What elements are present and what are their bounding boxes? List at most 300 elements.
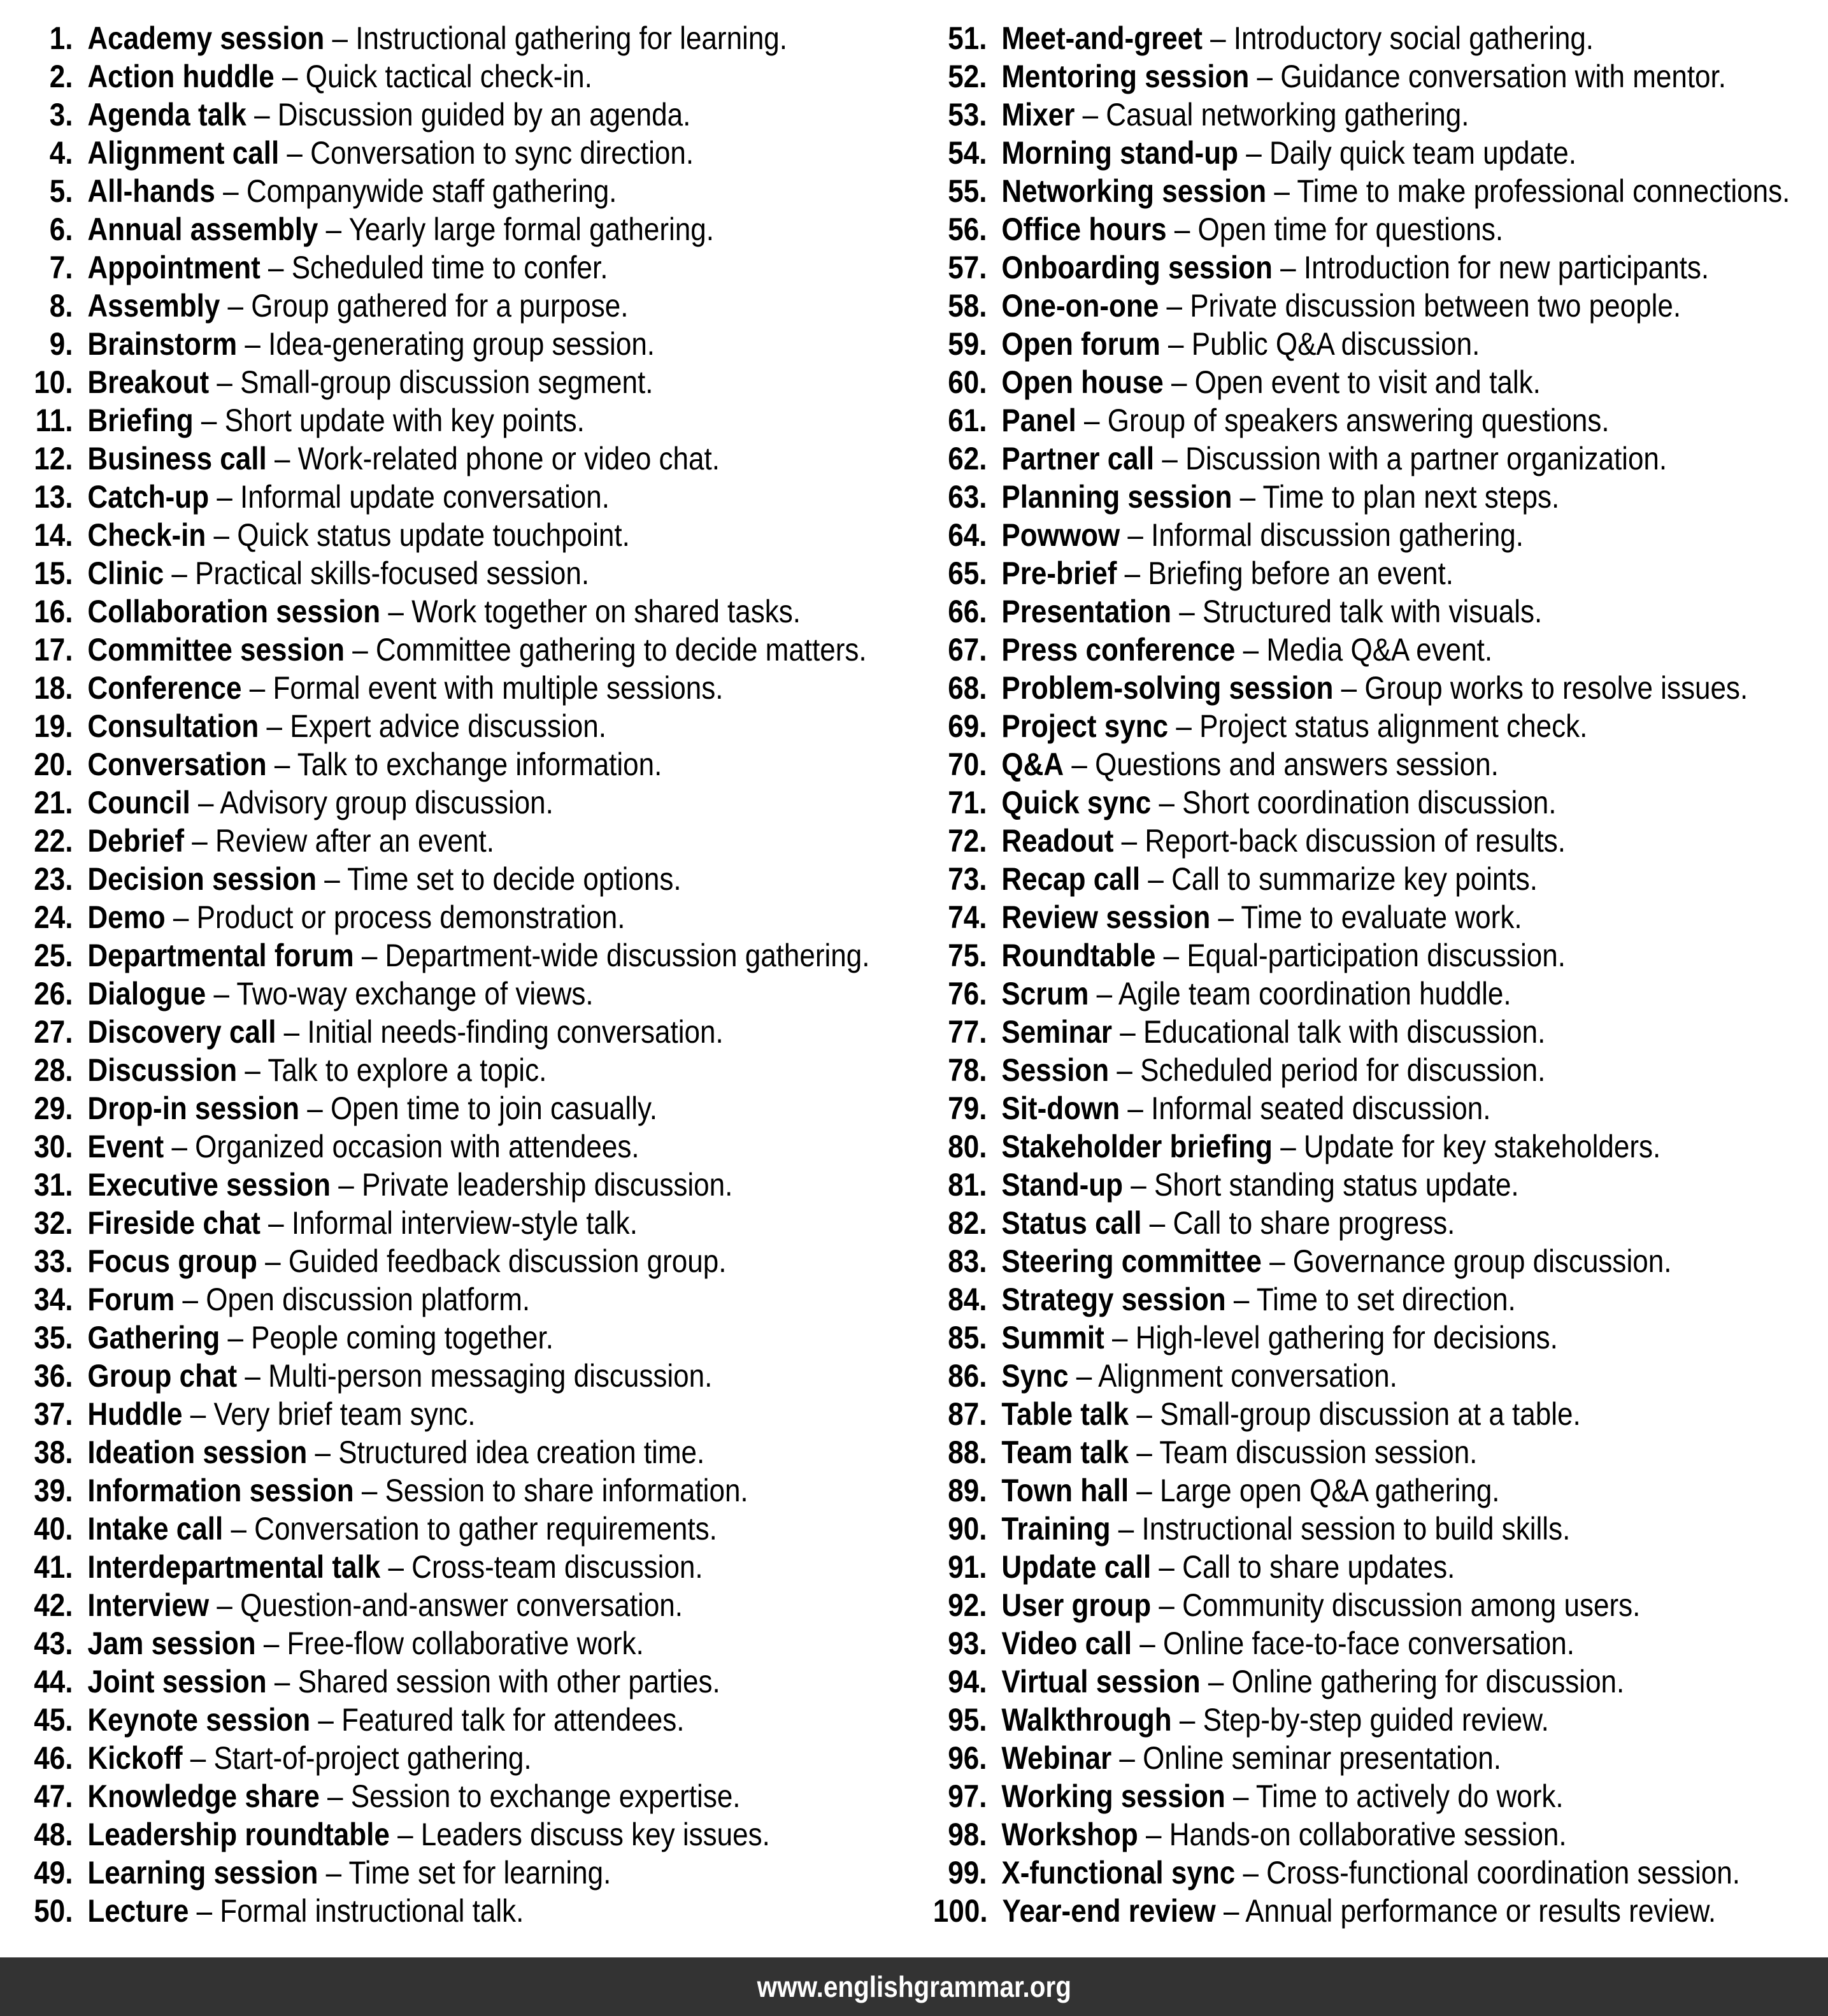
item-separator: – [1111, 1740, 1143, 1776]
item-definition: Guidance conversation with mentor. [1280, 59, 1726, 94]
item-number: 1. [49, 20, 73, 56]
item-number: 42. [34, 1587, 73, 1623]
item-definition: Small-group discussion segment. [240, 364, 653, 400]
item-term: Mentoring session [1001, 59, 1250, 94]
item-number: 89. [948, 1473, 987, 1508]
item-separator: – [1129, 1396, 1160, 1432]
item-term: Conversation [87, 747, 267, 782]
item-term: Year-end review [1002, 1893, 1216, 1929]
item-definition: Committee gathering to decide matters. [375, 632, 867, 668]
item-text [87, 1089, 657, 1127]
item-number: 8. [49, 288, 73, 324]
list-item [19, 669, 914, 707]
item-separator: – [237, 1052, 268, 1088]
item-number: 6. [49, 211, 73, 247]
item-definition: Time to set direction. [1256, 1282, 1516, 1317]
item-term: Lecture [87, 1893, 189, 1929]
item-separator: – [237, 1358, 269, 1394]
item-text [87, 860, 681, 898]
item-definition: Questions and answers session. [1095, 747, 1499, 782]
item-separator: – [1235, 1855, 1267, 1891]
item-text [87, 1013, 723, 1051]
footer-bar [0, 1957, 1828, 2016]
item-number: 71. [948, 785, 987, 820]
list-item [933, 669, 1828, 707]
item-text [1001, 1815, 1566, 1854]
list-item [19, 1510, 914, 1548]
item-number: 79. [948, 1090, 987, 1126]
item-separator: – [246, 97, 278, 132]
item-text [87, 1624, 643, 1662]
list-item [19, 96, 914, 134]
item-term: Working session [1001, 1778, 1225, 1814]
item-number: 24. [34, 899, 73, 935]
item-term: X-functional sync [1001, 1855, 1236, 1891]
list-item [933, 516, 1828, 554]
item-term: Readout [1001, 823, 1114, 859]
item-separator: – [1202, 20, 1234, 56]
item-text [1001, 363, 1541, 401]
list-item [19, 1357, 914, 1395]
item-text [1001, 19, 1594, 57]
item-number: 61. [948, 403, 987, 438]
list-item [933, 1701, 1828, 1739]
item-text [87, 1739, 531, 1777]
item-separator: – [220, 1320, 252, 1355]
item-term: Annual assembly [87, 211, 318, 247]
item-separator: – [1238, 135, 1269, 171]
item-number: 50. [34, 1893, 73, 1929]
item-number: 62. [948, 441, 987, 476]
item-definition: Open discussion platform. [206, 1282, 531, 1317]
item-separator: – [175, 1282, 206, 1317]
item-text [1001, 1280, 1515, 1319]
item-term: Training [1001, 1511, 1111, 1547]
item-term: Workshop [1001, 1817, 1138, 1852]
list-item [933, 248, 1828, 287]
list-item [933, 210, 1828, 248]
item-definition: People coming together. [251, 1320, 553, 1355]
item-definition: Product or process demonstration. [196, 899, 625, 935]
list-item [19, 478, 914, 516]
item-text [87, 975, 593, 1013]
list-item [933, 592, 1828, 631]
item-separator: – [1249, 59, 1281, 94]
item-definition: Equal-participation discussion. [1187, 938, 1566, 973]
item-definition: Introduction for new participants. [1303, 250, 1710, 285]
item-separator: – [1068, 1358, 1099, 1394]
item-number: 34. [34, 1282, 73, 1317]
item-number: 68. [948, 670, 987, 706]
list-item [19, 631, 914, 669]
item-separator: – [259, 708, 290, 744]
item-text [87, 1510, 717, 1548]
list-item [933, 1433, 1828, 1471]
item-term: Presentation [1001, 594, 1171, 629]
item-separator: – [1266, 173, 1297, 209]
item-number: 36. [34, 1358, 73, 1394]
list-item [933, 19, 1828, 57]
item-separator: – [1210, 899, 1241, 935]
item-number: 38. [34, 1434, 73, 1470]
item-separator: – [310, 1702, 342, 1738]
item-definition: Time to plan next steps. [1262, 479, 1560, 515]
item-separator: – [380, 1549, 412, 1585]
item-term: Dialogue [87, 976, 206, 1012]
list-item [933, 57, 1828, 96]
item-definition: Talk to exchange information. [297, 747, 662, 782]
item-term: Table talk [1001, 1396, 1129, 1432]
list-item [933, 1586, 1828, 1624]
list-item [933, 1662, 1828, 1701]
item-text [87, 554, 589, 592]
item-separator: – [257, 1243, 289, 1279]
item-term: Stand-up [1001, 1167, 1124, 1203]
item-text [1001, 1662, 1624, 1701]
item-text [87, 1662, 720, 1701]
list-item [19, 210, 914, 248]
item-separator: – [209, 364, 241, 400]
item-definition: Alignment conversation. [1098, 1358, 1397, 1394]
list-item [19, 1854, 914, 1892]
item-separator: – [260, 250, 292, 285]
item-separator: – [1235, 632, 1267, 668]
item-text [1001, 516, 1524, 554]
item-term: Assembly [87, 288, 220, 324]
item-definition: Informal discussion gathering. [1151, 517, 1524, 553]
list-item [19, 1319, 914, 1357]
item-separator: – [324, 20, 356, 56]
list-item [933, 134, 1828, 172]
item-definition: Educational talk with discussion. [1143, 1014, 1546, 1050]
item-term: Sit-down [1001, 1090, 1120, 1126]
list-item [933, 554, 1828, 592]
item-definition: Session to share information. [385, 1473, 748, 1508]
item-number: 44. [34, 1664, 73, 1699]
item-text [1001, 898, 1522, 936]
item-separator: – [1333, 670, 1365, 706]
item-separator: – [1138, 1817, 1169, 1852]
item-number: 73. [948, 861, 987, 897]
item-number: 31. [34, 1167, 73, 1203]
item-term: Panel [1001, 403, 1076, 438]
list-item [19, 1815, 914, 1854]
item-text [1001, 1510, 1570, 1548]
item-separator: – [1109, 1052, 1141, 1088]
item-text [87, 631, 866, 669]
list-item [19, 363, 914, 401]
item-definition: Call to share progress. [1173, 1205, 1455, 1241]
item-definition: Two-way exchange of views. [236, 976, 594, 1012]
item-separator: – [276, 1014, 308, 1050]
item-separator: – [1160, 326, 1192, 362]
item-text [87, 1815, 770, 1854]
item-number: 37. [34, 1396, 73, 1432]
item-number: 80. [948, 1129, 987, 1164]
item-definition: Department-wide discussion gathering. [385, 938, 870, 973]
item-text [1001, 1013, 1545, 1051]
item-separator: – [307, 1434, 339, 1470]
item-separator: – [353, 938, 385, 973]
item-definition: Yearly large formal gathering. [348, 211, 714, 247]
item-number: 100. [932, 1893, 988, 1929]
item-text [87, 592, 801, 631]
list-item [933, 1815, 1828, 1854]
item-term: Open house [1001, 364, 1164, 400]
item-text [87, 669, 723, 707]
item-number: 92. [948, 1587, 987, 1623]
item-number: 84. [948, 1282, 987, 1317]
item-separator: – [266, 747, 297, 782]
item-term: Press conference [1001, 632, 1236, 668]
item-number: 17. [34, 632, 73, 668]
item-number: 21. [34, 785, 73, 820]
item-separator: – [190, 785, 220, 820]
item-separator: – [266, 441, 298, 476]
item-number: 26. [34, 976, 73, 1012]
list-item [933, 1166, 1828, 1204]
item-text [1001, 1433, 1477, 1471]
list-item [19, 707, 914, 745]
item-number: 33. [34, 1243, 73, 1279]
item-text [87, 1586, 683, 1624]
item-text [87, 478, 610, 516]
list-item [19, 1395, 914, 1433]
item-term: Joint session [87, 1664, 267, 1699]
item-definition: Online seminar presentation. [1143, 1740, 1501, 1776]
item-text [87, 1433, 704, 1471]
list-item [19, 19, 914, 57]
item-term: Recap call [1001, 861, 1141, 897]
item-separator: – [318, 1855, 349, 1891]
item-term: Networking session [1001, 173, 1267, 209]
item-definition: Companywide staff gathering. [246, 173, 617, 209]
item-definition: Structured idea creation time. [338, 1434, 705, 1470]
item-term: Intake call [87, 1511, 224, 1547]
item-definition: Short coordination discussion. [1182, 785, 1557, 820]
list-item [19, 898, 914, 936]
item-definition: Short update with key points. [224, 403, 585, 438]
item-separator: – [182, 1396, 214, 1432]
item-text [1001, 592, 1542, 631]
item-term: Leadership roundtable [87, 1817, 390, 1852]
item-text [1001, 554, 1453, 592]
item-text [1001, 1319, 1557, 1357]
item-definition: Free-flow collaborative work. [287, 1626, 644, 1661]
item-term: Summit [1001, 1320, 1104, 1355]
list-item [933, 1280, 1828, 1319]
item-separator: – [1076, 403, 1108, 438]
item-term: Webinar [1001, 1740, 1112, 1776]
item-term: Interview [87, 1587, 210, 1623]
item-term: Office hours [1001, 211, 1167, 247]
item-text [1001, 1357, 1397, 1395]
item-separator: – [1089, 976, 1118, 1012]
item-number: 5. [49, 173, 73, 209]
item-number: 69. [948, 708, 987, 744]
list-column-right-items [914, 0, 1828, 1930]
item-text [87, 248, 608, 287]
item-definition: Informal update conversation. [240, 479, 610, 515]
item-term: Gathering [87, 1320, 220, 1355]
item-separator: – [1171, 1702, 1203, 1738]
item-separator: – [220, 288, 252, 324]
item-definition: Instructional session to build skills. [1141, 1511, 1571, 1547]
item-definition: Formal instructional talk. [220, 1893, 524, 1929]
item-definition: Question-and-answer conversation. [240, 1587, 683, 1623]
item-term: Stakeholder briefing [1001, 1129, 1273, 1164]
item-text [1001, 669, 1748, 707]
item-definition: Governance group discussion. [1292, 1243, 1672, 1279]
list-item [933, 707, 1828, 745]
item-text [87, 936, 869, 975]
item-number: 98. [948, 1817, 987, 1852]
item-definition: Private leadership discussion. [362, 1167, 733, 1203]
item-text [1001, 1242, 1671, 1280]
item-separator: – [237, 326, 269, 362]
item-definition: Work together on shared tasks. [411, 594, 801, 629]
item-number: 77. [948, 1014, 987, 1050]
item-term: Video call [1001, 1626, 1132, 1661]
item-term: Decision session [87, 861, 317, 897]
item-separator: – [1225, 1282, 1257, 1317]
list-item [933, 1319, 1828, 1357]
item-term: Huddle [87, 1396, 183, 1432]
item-definition: Update for key stakeholders. [1303, 1129, 1661, 1164]
item-number: 13. [34, 479, 73, 515]
item-definition: Leaders discuss key issues. [420, 1817, 770, 1852]
item-term: Group chat [87, 1358, 238, 1394]
item-text [1001, 1166, 1518, 1204]
item-term: Roundtable [1001, 938, 1156, 973]
item-number: 23. [34, 861, 73, 897]
item-number: 45. [34, 1702, 73, 1738]
item-number: 54. [948, 135, 987, 171]
item-number: 90. [948, 1511, 987, 1547]
item-definition: Session to exchange expertise. [350, 1778, 741, 1814]
item-term: Ideation session [87, 1434, 308, 1470]
item-number: 52. [948, 59, 987, 94]
item-definition: Daily quick team update. [1269, 135, 1576, 171]
item-term: Conference [87, 670, 242, 706]
item-number: 82. [948, 1205, 987, 1241]
item-separator: – [318, 211, 349, 247]
item-number: 74. [948, 899, 987, 935]
item-text [1001, 1777, 1563, 1815]
item-term: Briefing [87, 403, 194, 438]
item-number: 53. [948, 97, 987, 132]
list-item [19, 936, 914, 975]
item-text [87, 1548, 703, 1586]
list-item [19, 1013, 914, 1051]
item-term: Collaboration session [87, 594, 381, 629]
item-number: 12. [34, 441, 73, 476]
item-number: 87. [948, 1396, 987, 1432]
item-number: 22. [34, 823, 73, 859]
list-item [933, 1739, 1828, 1777]
item-term: Meet-and-greet [1001, 20, 1203, 56]
item-text [87, 96, 690, 134]
item-term: Update call [1001, 1549, 1152, 1585]
item-definition: Talk to explore a topic. [268, 1052, 547, 1088]
item-term: Fireside chat [87, 1205, 261, 1241]
item-number: 96. [948, 1740, 987, 1776]
item-separator: – [389, 1817, 421, 1852]
item-number: 51. [948, 20, 987, 56]
item-separator: – [1151, 1549, 1183, 1585]
list-item [19, 1242, 914, 1280]
footer-url: www.englishgrammar.org [757, 1970, 1071, 2003]
item-separator: – [255, 1626, 287, 1661]
item-separator: – [266, 1664, 298, 1699]
item-term: Breakout [87, 364, 210, 400]
item-term: Keynote session [87, 1702, 311, 1738]
list-item [933, 1548, 1828, 1586]
item-text [1003, 1892, 1717, 1930]
item-text [87, 134, 694, 172]
list-item [19, 1089, 914, 1127]
item-separator: – [316, 861, 348, 897]
item-text [87, 172, 617, 210]
item-term: Appointment [87, 250, 261, 285]
item-separator: – [319, 1778, 351, 1814]
item-separator: – [1075, 97, 1106, 132]
item-definition: Agile team coordination huddle. [1118, 976, 1511, 1012]
item-term: Sync [1001, 1358, 1069, 1394]
item-term: Team talk [1001, 1434, 1129, 1470]
item-text [1001, 1127, 1660, 1166]
item-text [87, 363, 653, 401]
item-definition: Time to make professional connections. [1297, 173, 1790, 209]
item-text [1001, 1395, 1580, 1433]
item-definition: Informal interview-style talk. [291, 1205, 638, 1241]
item-text [1001, 478, 1559, 516]
item-definition: Informal seated discussion. [1151, 1090, 1491, 1126]
list-item [19, 1471, 914, 1510]
list-item [19, 1892, 914, 1930]
item-separator: – [1129, 1434, 1160, 1470]
item-definition: Quick status update touchpoint. [237, 517, 630, 553]
list-item [19, 134, 914, 172]
item-text [1001, 325, 1480, 363]
item-text [1001, 1089, 1490, 1127]
item-definition: Report-back discussion of results. [1145, 823, 1566, 859]
item-definition: Conversation to sync direction. [310, 135, 694, 171]
item-definition: Guided feedback discussion group. [288, 1243, 727, 1279]
item-term: Kickoff [87, 1740, 183, 1776]
item-separator: – [182, 1740, 214, 1776]
item-number: 64. [948, 517, 987, 553]
list-item [933, 1013, 1828, 1051]
item-number: 40. [34, 1511, 73, 1547]
item-separator: – [353, 1473, 385, 1508]
item-definition: Featured talk for attendees. [341, 1702, 685, 1738]
item-text [1001, 1739, 1501, 1777]
item-definition: Time set for learning. [348, 1855, 611, 1891]
list-item [19, 1280, 914, 1319]
item-term: Steering committee [1001, 1243, 1262, 1279]
item-definition: Shared session with other parties. [297, 1664, 720, 1699]
item-number: 9. [49, 326, 73, 362]
item-number: 57. [948, 250, 987, 285]
item-separator: – [1141, 1205, 1173, 1241]
item-number: 49. [34, 1855, 73, 1891]
item-text [87, 1854, 611, 1892]
list-item [19, 1127, 914, 1166]
item-definition: Practical skills-focused session. [195, 555, 590, 591]
item-term: Information session [87, 1473, 354, 1508]
item-number: 11. [35, 403, 73, 438]
